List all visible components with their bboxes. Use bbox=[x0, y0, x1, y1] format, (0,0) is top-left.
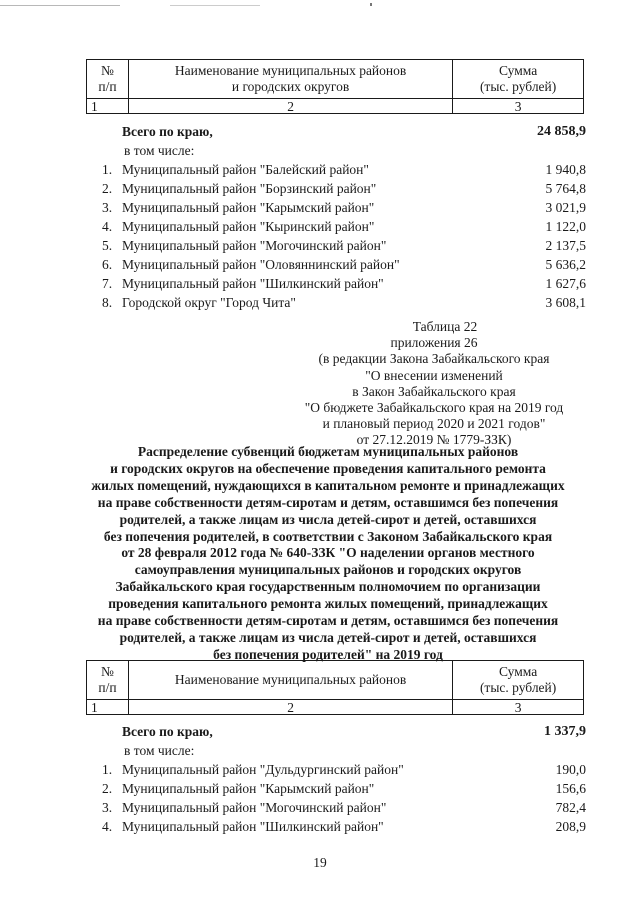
caption-line: "О бюджете Забайкальского края на 2019 год bbox=[304, 400, 564, 416]
row-number: 6. bbox=[102, 257, 113, 272]
col-name-header: Наименование муниципальных районов и городских округов bbox=[128, 60, 452, 99]
row-number: 1. bbox=[102, 762, 113, 777]
row-value: 5 764,8 bbox=[545, 181, 586, 196]
total-label: Всего по краю, bbox=[122, 724, 213, 739]
total-label: Всего по краю, bbox=[122, 124, 213, 139]
row-number: 2. bbox=[102, 181, 113, 196]
row-value: 1 627,6 bbox=[545, 276, 586, 291]
col-index-3: 3 bbox=[453, 99, 584, 114]
col-sum-header: Сумма (тыс. рублей) bbox=[453, 661, 584, 700]
heading-line: без попечения родителей" на 2019 год bbox=[213, 646, 443, 662]
subtotal-label-row bbox=[86, 741, 586, 760]
row-value: 208,9 bbox=[555, 819, 586, 834]
row-name: Муниципальный район "Карымский район" bbox=[122, 781, 375, 796]
heading-line: проведения капитального ремонта жилых помещений, принадлежащих bbox=[108, 596, 548, 612]
table-row bbox=[86, 293, 586, 312]
heading-line: жилых помещений, нуждающихся в капитальном ремонте и принадлежащих bbox=[91, 477, 565, 493]
row-value: 156,6 bbox=[555, 781, 586, 796]
row-name: Муниципальный район "Дульдургинский район" bbox=[122, 762, 404, 777]
table-row bbox=[86, 179, 586, 198]
col-index-3: 3 bbox=[453, 700, 584, 715]
row-name: Муниципальный район "Оловяннинский район" bbox=[122, 257, 400, 272]
row-name: Муниципальный район "Балейский район" bbox=[122, 162, 369, 177]
col-index-2: 2 bbox=[128, 99, 452, 114]
row-value: 1 122,0 bbox=[545, 219, 586, 234]
total-row bbox=[86, 122, 586, 141]
table-row bbox=[86, 236, 586, 255]
caption-line: (в редакции Закона Забайкальского края bbox=[318, 351, 550, 367]
row-value: 3 608,1 bbox=[545, 295, 586, 310]
row-name: Муниципальный район "Могочинский район" bbox=[122, 800, 387, 815]
table-row bbox=[86, 760, 586, 779]
heading-line: без попечения родителей, в соответствии с Законом Забайкальского края bbox=[103, 528, 553, 544]
row-number: 7. bbox=[102, 276, 113, 291]
table-caption bbox=[300, 319, 568, 449]
col-index-1: 1 bbox=[87, 700, 129, 715]
row-number: 8. bbox=[102, 295, 113, 310]
table-row bbox=[86, 817, 586, 836]
scan-artifact-dot bbox=[370, 3, 372, 6]
table-row bbox=[86, 198, 586, 217]
heading-line: родителей, а также лицам из числа детей-сирот и детей, оставшихся bbox=[119, 629, 537, 645]
row-number: 4. bbox=[102, 219, 113, 234]
heading-line: Забайкальского края государственным полномочием по организации bbox=[115, 579, 541, 595]
caption-line: "О внесении изменений bbox=[365, 367, 503, 383]
subtotal-label-row bbox=[86, 141, 586, 160]
row-number: 3. bbox=[102, 200, 113, 215]
col-name-header: Наименование муниципальных районов bbox=[128, 661, 452, 700]
row-name: Муниципальный район "Могочинский район" bbox=[122, 238, 387, 253]
row-name: Муниципальный район "Шилкинский район" bbox=[122, 819, 384, 834]
row-value: 3 021,9 bbox=[545, 200, 586, 215]
col-index-1: 1 bbox=[87, 99, 129, 114]
table1-header bbox=[86, 59, 584, 114]
caption-line: и плановый период 2020 и 2021 годов" bbox=[322, 416, 546, 432]
row-value: 2 137,5 bbox=[545, 238, 586, 253]
table-row bbox=[86, 217, 586, 236]
table-row bbox=[86, 255, 586, 274]
table2-header bbox=[86, 660, 584, 715]
document-heading bbox=[68, 444, 588, 664]
heading-line: родителей, а также лицам из числа детей-сирот и детей, оставшихся bbox=[119, 511, 537, 527]
page-number: 19 bbox=[313, 855, 327, 870]
scan-artifact-line bbox=[0, 5, 120, 6]
caption-line: приложения 26 bbox=[390, 335, 478, 351]
row-number: 4. bbox=[102, 819, 113, 834]
row-number: 2. bbox=[102, 781, 113, 796]
col-sum-header: Сумма (тыс. рублей) bbox=[453, 60, 584, 99]
caption-line: в Закон Забайкальского края bbox=[352, 383, 516, 399]
heading-line: на праве собственности детям-сиротам и детям, оставшимся без попечения bbox=[97, 494, 559, 510]
row-name: Городской округ "Город Чита" bbox=[122, 295, 296, 310]
total-row bbox=[86, 722, 586, 741]
heading-line: на праве собственности детям-сиротам и детям, оставшимся без попечения bbox=[97, 613, 559, 629]
table-row bbox=[86, 779, 586, 798]
caption-title: Таблица 22 bbox=[412, 319, 478, 334]
table-row bbox=[86, 274, 586, 293]
caption-line: от 27.12.2019 № 1779-ЗЗК) bbox=[356, 432, 512, 448]
col-number-header: № п/п bbox=[87, 60, 129, 99]
total-value: 24 858,9 bbox=[537, 124, 586, 139]
table2-body bbox=[86, 722, 586, 836]
col-number-header: № п/п bbox=[87, 661, 129, 700]
col-index-2: 2 bbox=[128, 700, 452, 715]
total-value: 1 337,9 bbox=[544, 724, 586, 739]
row-name: Муниципальный район "Шилкинский район" bbox=[122, 276, 384, 291]
row-name: Муниципальный район "Кыринский район" bbox=[122, 219, 375, 234]
row-name: Муниципальный район "Борзинский район" bbox=[122, 181, 377, 196]
table-row bbox=[86, 160, 586, 179]
table1-body bbox=[86, 122, 586, 312]
row-value: 190,0 bbox=[555, 762, 586, 777]
scan-artifact-line bbox=[170, 5, 260, 6]
row-value: 782,4 bbox=[555, 800, 586, 815]
row-name: Муниципальный район "Карымский район" bbox=[122, 200, 375, 215]
row-value: 5 636,2 bbox=[545, 257, 586, 272]
row-number: 1. bbox=[102, 162, 113, 177]
heading-line: Распределение субвенций бюджетам муниципальных районов bbox=[137, 444, 519, 459]
including-label: в том числе: bbox=[124, 743, 195, 758]
table-row bbox=[86, 798, 586, 817]
including-label: в том числе: bbox=[124, 143, 195, 158]
heading-line: и городских округов на обеспечение проведения капитального ремонта bbox=[110, 460, 546, 476]
heading-line: от 28 февраля 2012 года № 640-ЗЗК "О наделении органов местного bbox=[121, 545, 535, 561]
row-number: 5. bbox=[102, 238, 113, 253]
row-number: 3. bbox=[102, 800, 113, 815]
heading-line: самоуправления муниципальных районов и городских округов bbox=[134, 562, 522, 578]
row-value: 1 940,8 bbox=[545, 162, 586, 177]
